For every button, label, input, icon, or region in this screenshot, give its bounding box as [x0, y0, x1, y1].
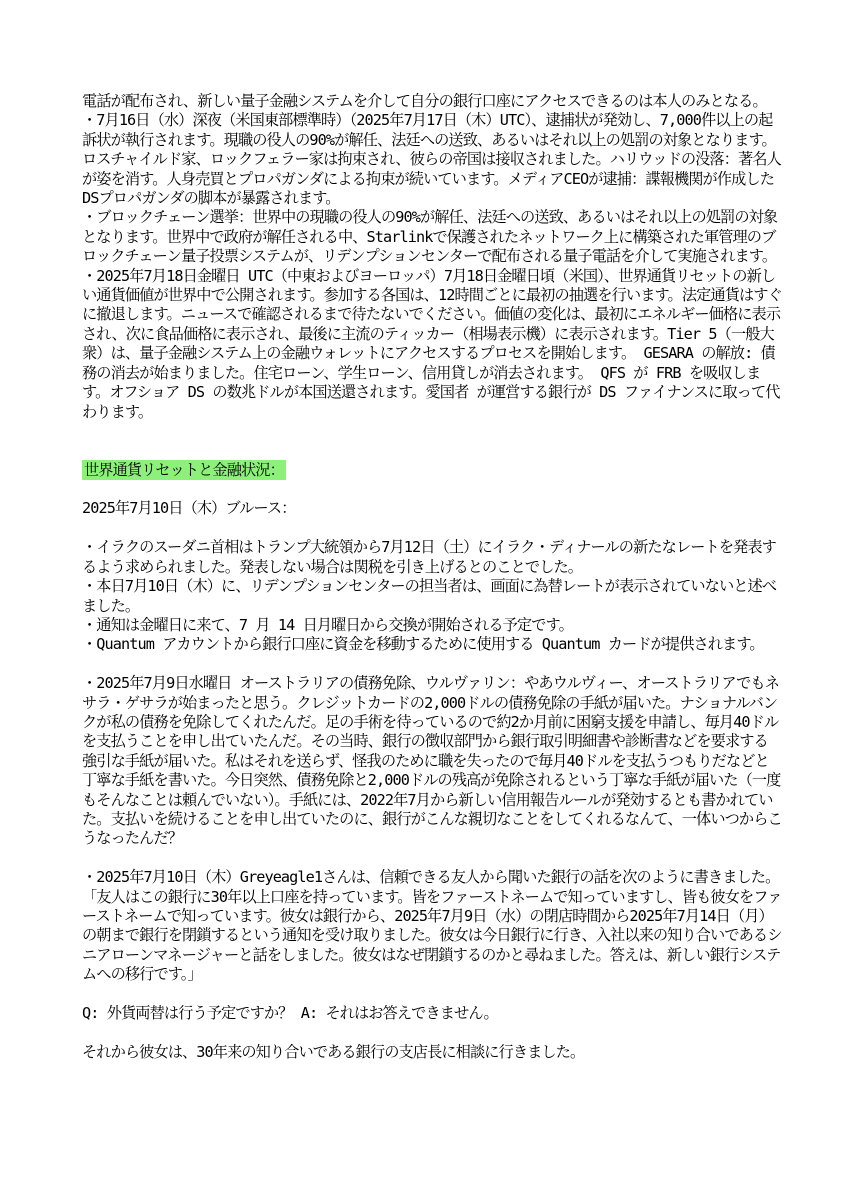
spacer: [82, 985, 782, 1004]
spacer: [82, 655, 782, 674]
document-body: [82, 92, 782, 1062]
paragraph-redemption-center: ・本日7月10日（木）に、リデンプションセンターの担当者は、画面に為替レートが表示されていないと述べました。: [82, 577, 777, 615]
paragraph-australia-debt-relief: ・2025年7月9日水曜日 オーストラリアの債務免除、ウルヴァリン：やあウルヴィー、オーストラリアでもネサラ・ゲサラが始まったと思う。クレジットカードの2,000ドルの債務免除の手紙が届いた。ナショナルバンクが私の債務を免除してくれたんだ。足の手術を待っているので約2か月前に困窮支援を申請し、毎月40ドルを支払うことを申し出ていたんだ。その当時、銀行の徴収部門から銀行取引明細書や診断書などを要求する強引な手紙が届いた。私はそれを送らず、怪我のために職を失ったので毎月40ドルを支払うつもりだなどと丁寧な手紙を書いた。今日突然、債務免除と2,000ドルの残高が免除されるという丁寧な手紙が届いた（一度もそんなことは頼んでいない）。手紙には、2022年7月から新しい信用報告ルールが発効するとも書かれていた。支払いを続けることを申し出ていたのに、銀行がこんな親切なことをしてくれるなんて、一体いつからこうなったんだ？: [82, 674, 782, 848]
spacer: [82, 849, 782, 868]
paragraph-quantum-phone: 電話が配布され、新しい量子金融システムを介して自分の銀行口座にアクセスできるのは本人のみとなる。: [82, 92, 767, 110]
qa-line: Q: 外貨両替は行う予定ですか？ A: それはお答えできません。: [82, 1003, 498, 1022]
section-heading: 世界通貨リセットと金融状況：: [84, 460, 284, 479]
paragraph-currency-reset: ・2025年7月18日金曜日 UTC（中東およびヨーロッパ）7月18日金曜日頃（米国）、世界通貨リセットの新しい通貨価値が世界中で公開されます。参加する各国は、12時間ごとに最初の抽選を行います。法定通貨はすぐに撤退します。ニュースで確認されるまで待たないでください。価値の変化は、最初にエネルギー価格に表示され、次に食品価格に表示され、最後に主流のティッカー（相場表示機）に表示されます。Tier 5（一般大衆）は、量子金融システム上の金融ウォレットにアクセスするプロセスを開始します。 GESARA の解放: 債務の消去が始まりました。住宅ローン、学生ローン、信用貸しが消去されます。 QFS が FRB を吸収します。オフショア DS の数兆ドルが本国送還されます。愛国者 が運営する銀行が DS ファイナンスに取って代わります。: [82, 266, 782, 421]
spacer: [82, 480, 782, 499]
spacer: [82, 441, 782, 460]
paragraph-bank-closure-story: ・2025年7月10日（木）Greyeagle1さんは、信頼できる友人から聞いた銀行の話を次のように書きました。「友人はこの銀行に30年以上口座を持っています。皆をファーストネームで知っていますし、皆も彼女をファーストネームで知っています。彼女は銀行から、2025年7月9日（水）の閉店時間から2025年7月14日（月）の朝まで銀行を閉鎖するという通知を受け取りました。彼女は今日銀行に行き、入社以来の知り合いであるシニアローンマネージャーと話をしました。彼女はなぜ閉鎖するのかと尋ねました。答えは、新しい銀行システムへの移行です。」: [82, 868, 782, 984]
paragraph-quantum-card: ・Quantum アカウントから銀行口座に資金を移動するために使用する Quantum カードが提供されます。: [82, 635, 764, 654]
spacer: [82, 422, 782, 441]
spacer: [82, 1023, 782, 1042]
paragraph-exchange-notice: ・通知は金曜日に来て、7 月 14 日月曜日から交換が開始される予定です。: [82, 615, 573, 634]
section-heading-wrapper: [82, 461, 782, 480]
paragraph-iraq-dinar: ・イラクのスーダニ首相はトランプ大統領から7月12日（土）にイラク・ディナールの新たなレートを発表するよう求められました。発表しない場合は関税を引き上げるとのことでした。: [82, 538, 776, 576]
paragraph-arrest-warrants: ・7月16日（水）深夜（米国東部標準時）（2025年7月17日（木）UTC）、逮捕状が発効し、7,000件以上の起訴状が執行されます。現職の役人の90%が解任、法廷への送致、あるいはそれ以上の処罰の対象となります。ロスチャイルド家、ロックフェラー家は拘束され、彼らの帝国は接収されました。ハリウッドの没落：著名人が姿を消す。人身売買とプロパガンダによる拘束が続いています。メディアCEOが逮捕：諜報機関が作成したDSプロパガンダの脚本が暴露されます。: [82, 111, 781, 208]
spacer: [82, 519, 782, 538]
closing-line: それから彼女は、30年来の知り合いである銀行の支店長に相談に行きました。: [82, 1042, 585, 1061]
paragraph-blockchain-election: ・ブロックチェーン選挙：世界中の現職の役人の90%が解任、法廷への送致、あるいはそれ以上の処罰の対象となります。世界中で政府が解任される中、Starlinkで保護されたネットワーク上に構築された軍管理のブロックチェーン量子投票システムが、リデンプションセンターで配布される量子電話を介して実施されます。: [82, 208, 778, 266]
section-date-line: 2025年7月10日（木）ブルース：: [82, 499, 296, 518]
